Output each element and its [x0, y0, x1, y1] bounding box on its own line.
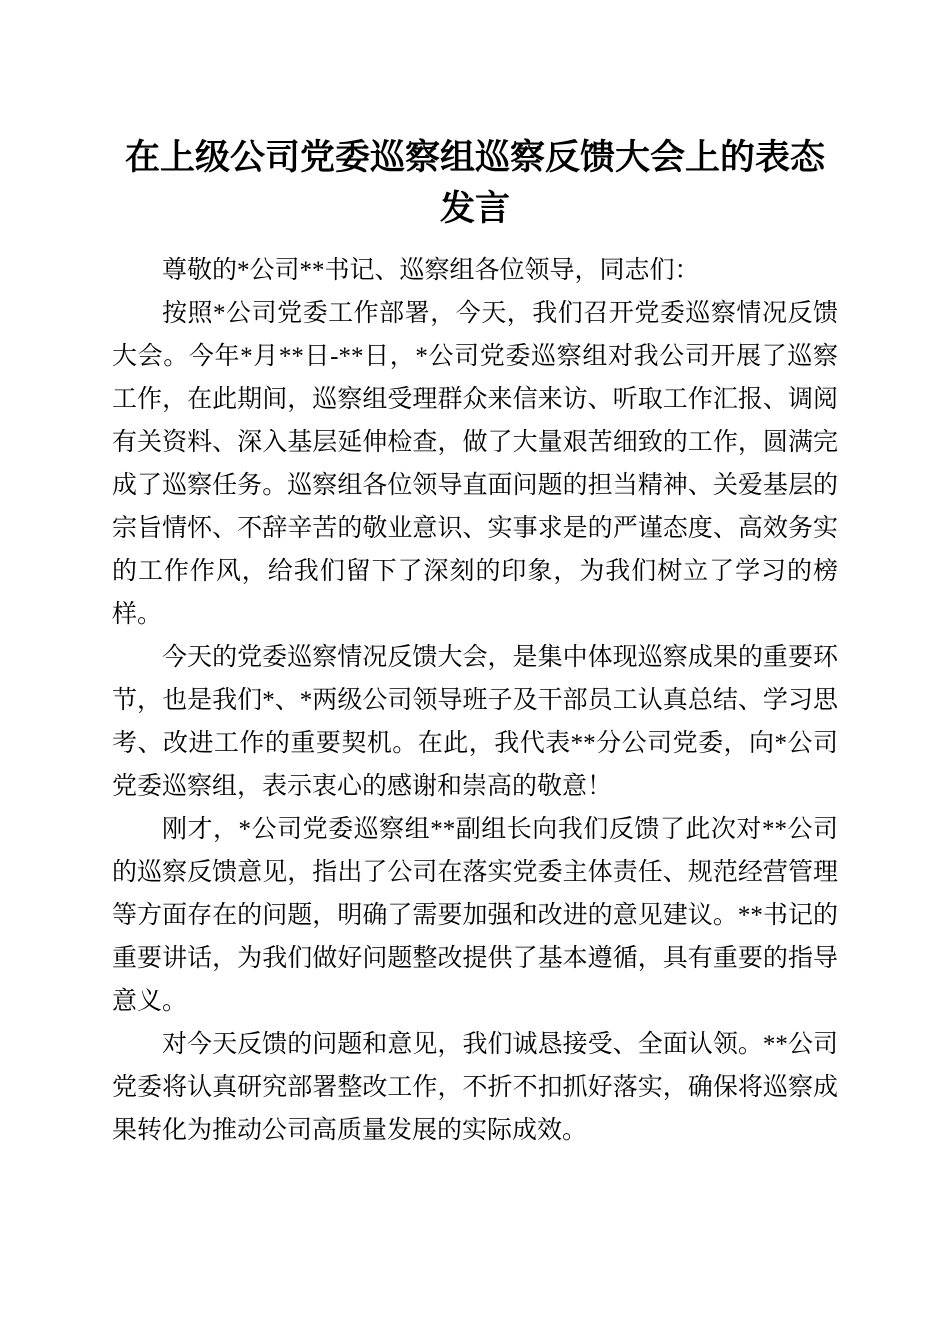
paragraph-salutation: 尊敬的*公司**书记、巡察组各位领导，同志们： [162, 256, 700, 284]
paragraph-body-2: 今天的党委巡察情况反馈大会，是集中体现巡察成果的重要环节，也是我们*、*两级公司领导班子及干部员工认真总结、学习思考、改进工作的重要契机。在此，我代表**分公司党委，向*公司党委巡察组，表示衷心的感谢和崇高的敬意！ [112, 643, 838, 800]
paragraph-body-1: 按照*公司党委工作部署，今天，我们召开党委巡察情况反馈大会。今年*月**日-**日，*公司党委巡察组对我公司开展了巡察工作，在此期间，巡察组受理群众来信来访、听取工作汇报、调阅有关资料、深入基层延伸检查，做了大量艰苦细致的工作，圆满完成了巡察任务。巡察组各位领导直面问题的担当精神、关爱基层的宗旨情怀、不辞辛苦的敬业意识、实事求是的严谨态度、高效务实的工作作风，给我们留下了深刻的印象，为我们树立了学习的榜样。 [112, 299, 838, 628]
paragraph-body-4: 对今天反馈的问题和意见，我们诚恳接受、全面认领。**公司党委将认真研究部署整改工作，不折不扣抓好落实，确保将巡察成果转化为推动公司高质量发展的实际成效。 [112, 1030, 838, 1144]
paragraph-body-3: 刚才，*公司党委巡察组**副组长向我们反馈了此次对**公司的巡察反馈意见，指出了公司在落实党委主体责任、规范经营管理等方面存在的问题，明确了需要加强和改进的意见建议。**书记的重要讲话，为我们做好问题整改提供了基本遵循，具有重要的指导意义。 [112, 815, 838, 1015]
document-title: 在上级公司党委巡察组巡察反馈大会上的表态发言 [124, 138, 825, 228]
